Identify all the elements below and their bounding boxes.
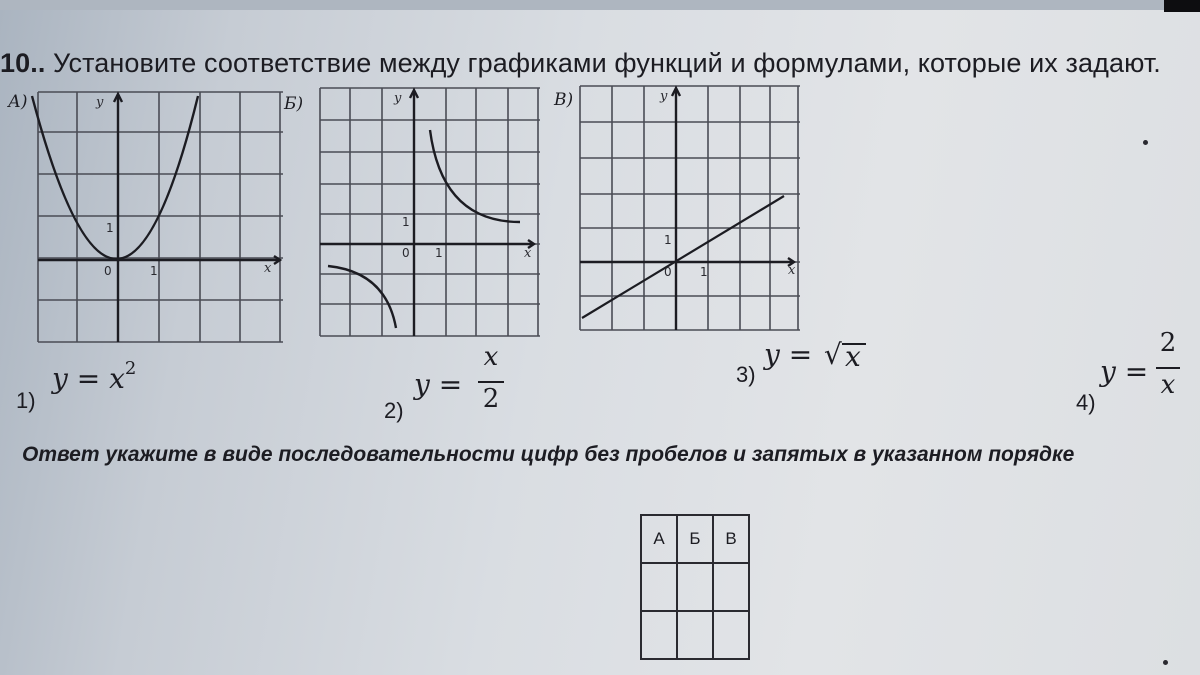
- plot-v-origin: 0: [664, 265, 672, 279]
- option-2-denominator: 2: [482, 384, 500, 414]
- plot-a-tick-x: 1: [150, 264, 158, 278]
- plot-b-letter: Б): [284, 94, 304, 114]
- plot-a-y-label: y: [96, 95, 104, 110]
- page-top-edge: [0, 0, 1200, 10]
- option-2-number: 2): [384, 398, 404, 423]
- dark-corner: [1164, 0, 1200, 12]
- option-2-lhs-text: y =: [414, 368, 463, 401]
- plot-v-y-label: y: [660, 89, 668, 104]
- plot-v-tick-y: 1: [664, 233, 672, 247]
- task-text: Установите соответствие между графиками функций и формулами, которые их задают.: [53, 48, 1161, 78]
- plot-v: [554, 86, 800, 330]
- plot-v-x-label: x: [788, 263, 796, 278]
- option-2-numerator: x: [483, 342, 499, 372]
- answer-cell-b[interactable]: [677, 563, 713, 611]
- plot-a: [8, 92, 283, 342]
- speck: [1163, 660, 1168, 665]
- answer-cell-b[interactable]: [677, 611, 713, 659]
- option-1-lhs: y = x: [52, 362, 125, 395]
- answer-table-header: [641, 515, 749, 563]
- option-4-number: 4): [1076, 390, 1096, 415]
- option-3-lhs: [764, 338, 812, 371]
- option-4-numerator: 2: [1159, 328, 1177, 358]
- plot-b-graph: [320, 88, 540, 336]
- answer-cell-a[interactable]: [641, 611, 677, 659]
- option-3-radical: √: [824, 338, 842, 371]
- answer-cell-a[interactable]: [641, 563, 677, 611]
- answer-row: [641, 611, 749, 659]
- option-1-formula: [52, 358, 137, 395]
- answer-header-b: Б: [677, 515, 713, 563]
- plot-b-axes: [320, 90, 534, 336]
- answer-header-a: А: [641, 515, 677, 563]
- plot-a-tick-y: 1: [106, 221, 114, 235]
- plot-b-grid: [320, 88, 540, 336]
- answer-header-v: В: [713, 515, 749, 563]
- answer-row: [641, 563, 749, 611]
- plot-v-grid: [580, 86, 800, 330]
- plot-a-origin: 0: [104, 264, 112, 278]
- option-2-lhs: [414, 368, 462, 401]
- plot-b: [284, 88, 540, 336]
- plot-b-curve-left: [328, 266, 396, 328]
- option-1-exponent: 2: [124, 358, 137, 379]
- speck: [1143, 140, 1148, 145]
- task-number: 10..: [0, 48, 46, 78]
- plot-b-x-label: x: [524, 246, 532, 261]
- plot-a-curve: [32, 96, 198, 259]
- plot-v-graph: [580, 86, 800, 330]
- option-3-radicand-text: x: [845, 340, 861, 373]
- option-3-lhs-text: y =: [764, 338, 813, 371]
- plot-b-curve-right: [430, 130, 520, 222]
- plot-b-origin: 0: [402, 246, 410, 260]
- option-3-number: 3): [736, 362, 756, 387]
- plot-a-letter: А): [8, 92, 28, 112]
- option-4-lhs: [1100, 355, 1148, 388]
- answer-cell-v[interactable]: [713, 563, 749, 611]
- task-title: [0, 48, 1161, 79]
- option-2-fraction-bar: [478, 381, 504, 383]
- option-4-denominator: x: [1160, 370, 1176, 400]
- answer-cell-v[interactable]: [713, 611, 749, 659]
- plot-b-tick-x: 1: [435, 246, 443, 260]
- plot-b-tick-y: 1: [402, 215, 410, 229]
- option-3-radicand: [845, 340, 861, 373]
- plot-v-letter: В): [554, 90, 574, 110]
- answer-instruction: Ответ укажите в виде последовательности цифр без пробелов и запятых в указанном порядке: [22, 443, 1075, 466]
- option-4-fraction-bar: [1156, 367, 1180, 369]
- option-1-number: 1): [16, 388, 36, 413]
- plot-b-y-label: y: [394, 91, 402, 106]
- plot-a-x-label: x: [264, 261, 272, 276]
- option-4-lhs-text: y =: [1100, 355, 1149, 388]
- plot-v-tick-x: 1: [700, 265, 708, 279]
- answer-table: [640, 514, 750, 660]
- plot-a-graph: [38, 92, 283, 342]
